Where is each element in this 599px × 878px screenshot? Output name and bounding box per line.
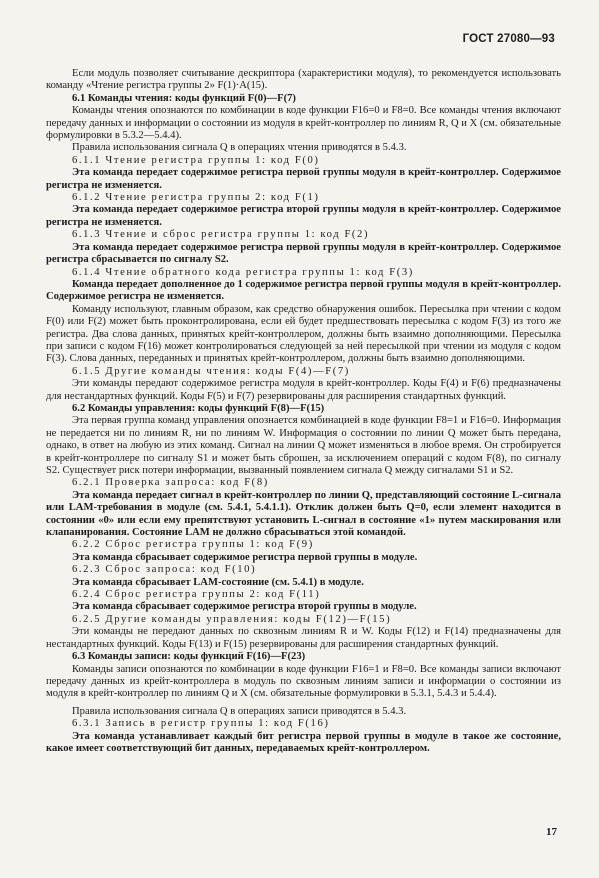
paragraph: Эта команда передает содержимое регистра второй группы модуля в крейт-контроллер. Содержимое регистра не изменяется.: [46, 204, 561, 228]
paragraph: 6.2.3 Сброс запроса: код F(10): [72, 564, 257, 576]
paragraph: Эта команда сбрасывает LAM-состояние (см. 5.4.1) в модуле.: [72, 576, 364, 588]
paragraph: 6.2 Команды управления: коды функций F(8)—F(15): [72, 402, 325, 414]
paragraph: Команды чтения опознаются по комбинации в коде функции F16=0 и F8=0. Все команды чтения включают передачу данных и информации о состоянии из модуля в крейт-контроллер по линиям R, Q и X (см. обязательные формулировки в 5.3.2—5.4.4).: [46, 105, 561, 142]
paragraph: Эта команда передает содержимое регистра первой группы модуля в крейт-контроллер. Содержимое регистра не изменяется.: [46, 167, 561, 191]
paragraph: Команды записи опознаются по комбинации в коде функции F16=1 и F8=0. Все команды записи включают передачу данных из крейт-контроллера в модуль по сквозным линиям записи и информации о состоянии из модуля в крейт-контроллер по линиям Q и X (см. обязательные формулировки в 5.3.1, 5.4.3 и 5.4.4).: [46, 663, 561, 700]
paragraph: 6.3.1 Запись в регистр группы 1: код F(16): [72, 718, 330, 730]
document-code: ГОСТ 27080—93: [462, 33, 555, 45]
paragraph: Эти команды не передают данных по сквозным линиям R и W. Коды F(12) и F(14) предназначены для нестандартных функций. Коды F(13) и F(15) резервированы для расширения стандартных функций.: [46, 626, 561, 650]
paragraph: 6.1.2 Чтение регистра группы 2: код F(1): [72, 192, 320, 204]
paragraph: 6.2.4 Сброс регистра группы 2: код F(11): [72, 589, 321, 601]
paragraph: Эта команда передает содержимое регистра первой группы модуля в крейт-контроллер. Содержимое регистра сбрасывается по сигналу S2.: [46, 241, 561, 266]
paragraph: 6.2.1 Проверка запроса: код F(8): [72, 477, 269, 489]
paragraph: Если модуль позволяет считывание дескриптора (характеристики модуля), то рекомендуется использовать команду «Чтение регистра группы 2» F(1)·A(15).: [46, 68, 561, 92]
paragraph: Правила использования сигнала Q в операциях записи приводятся в 5.4.3.: [72, 705, 407, 717]
paragraph: 6.1 Команды чтения: коды функций F(0)—F(7): [72, 92, 296, 104]
paragraph: Эта команда устанавливает каждый бит регистра первой группы в модуле в такое же состояние, какое имеет соответствующий бит данных, передаваемых крейт-контроллером.: [46, 730, 561, 754]
paragraph: Эта команда сбрасывает содержимое регистра первой группы в модуле.: [72, 551, 418, 563]
paragraph: 6.2.5 Другие команды управления: коды F(12)—F(15): [72, 613, 392, 625]
paragraph: Эта первая группа команд управления опознается комбинацией в коде функции F8=1 и F16=0. Информация не передается ни по линиям R, ни по линиям W. Информация о состоянии по линии Q может быть передана, однако, в ответ на любую из этих команд. Сигнал на линии Q может изменяться в любое время. Он стробируется в крейт-контроллере по сигналу S1 и может быть сброшен, за исключением операций с кодом F(8), по сигналу S2. Существует риск потери информации, вызванный появлением сигнала Q между сигналами S1 и S2.: [46, 415, 561, 476]
paragraph: Команда передает дополненное до 1 содержимое регистра первой группы модуля в крейт-контроллер. Содержимое регистра не изменяется.: [46, 278, 561, 303]
page-number: 17: [546, 826, 557, 838]
paragraph: Команду используют, главным образом, как средство обнаружения ошибок. Пересылка при чтении с кодом F(0) или F(2) может быть проконтролирована, если ей будет предшествовать пересылка с кодом F(3) из того же регистра. Два слова данных, принятых крейт-контроллером, должны быть взаимно дополняющими. Пересылка при записи с кодом F(16) может контролироваться следующей за ней пересылкой при чтении из модуля с кодом F(3). Слова данных, переданных и принятых крейт-контроллером, должны быть взаимно дополняющими.: [46, 303, 561, 365]
paragraph: Правила использования сигнала Q в операциях чтения приводятся в 5.4.3.: [72, 142, 407, 154]
paragraph: Эта команда сбрасывает содержимое регистра второй группы в модуле.: [72, 601, 417, 613]
paragraph: 6.1.4 Чтение обратного кода регистра группы 1: код F(3): [72, 266, 414, 278]
paragraph: 6.1.5 Другие команды чтения: коды F(4)—F(7): [72, 365, 350, 377]
paragraph: 6.1.3 Чтение и сброс регистра группы 1: код F(2): [72, 229, 370, 241]
paragraph: 6.3 Команды записи: коды функций F(16)—F(23): [72, 651, 306, 663]
paragraph: Эта команда передает сигнал в крейт-контроллер по линии Q, представляющий состояние L-сигнала или LAM-требования в модуле (см. 5.4.1, 5.4.1.1). Отклик должен быть Q=0, если элемент находится в состоянии «0» или если ему препятствуют установить L-сигнал в состояние «1» путем маскирования или клапанирования. Состояние LAM не должно сбрасываться этой командой.: [46, 489, 561, 539]
paragraph: 6.2.2 Сброс регистра группы 1: код F(9): [72, 539, 314, 551]
document-body: [46, 68, 561, 755]
paragraph: Эти команды передают содержимое регистра модуля в крейт-контроллер. Коды F(4) и F(6) предназначены для нестандартных функций. Коды F(5) и F(7) резервированы для расширения стандартных функций.: [46, 378, 561, 402]
paragraph: 6.1.1 Чтение регистра группы 1: код F(0): [72, 154, 320, 166]
